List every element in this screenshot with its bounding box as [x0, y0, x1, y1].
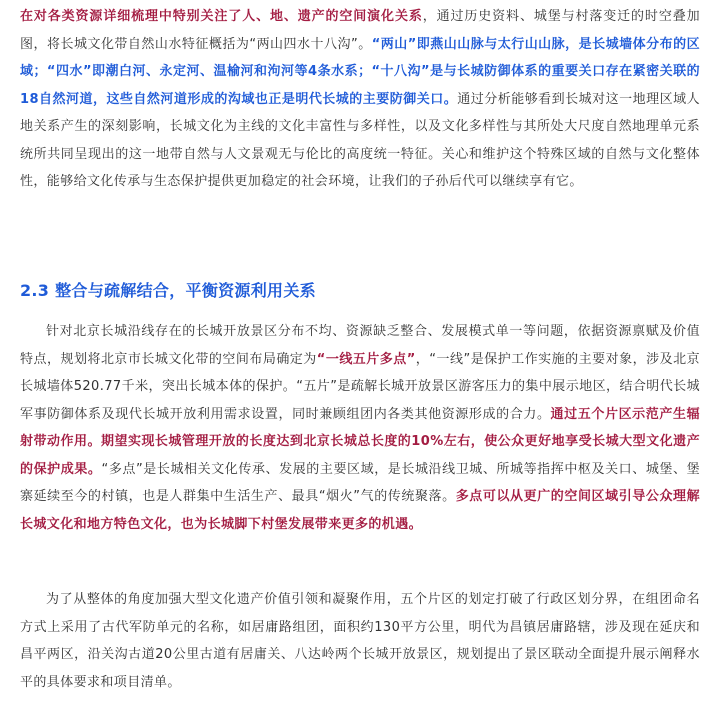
- planning-text-2: ，“一线”是保护工作实施的主要对象，涉及北京长城墙体520.77千米，突出长城本体的保护。“五片”是疏解长城开放景区游客压力的集中展示地区，结合明代长城军事防御体系及现代长城开放利用需求设置，同时兼顾组团内各类其他资源形成的合力。: [20, 351, 700, 422]
- intro-text-1: ，通过历史资料、城堡与村落变迁的时空叠加图，将长城文化带自然山水特征概括为“两山四水十八沟”。: [20, 9, 700, 52]
- intro-paragraph: [20, 3, 700, 196]
- intro-emphasis-red: 在对各类资源详细梳理中特别关注了人、地、遗产的空间演化关系: [20, 9, 423, 24]
- planning-emphasis-1: “一线五片多点”: [316, 351, 416, 367]
- cluster-paragraph: 为了从整体的角度加强大型文化遗产价值引领和凝聚作用，五个片区的划定打破了行政区划分界，在组团命名方式上采用了古代军防单元的名称，如居庸路组团，面积约130平方公里，明代为昌镇居庸路辖，涉及现在延庆和昌平两区，沿关沟古道20公里古道有居庸关、八达岭两个长城开放景区，规划提出了景区联动全面提升展示阐释水平的具体要求和项目清单。: [20, 592, 700, 690]
- planning-text-1: 针对北京长城沿线存在的长城开放景区分布不均、资源缺乏整合、发展模式单一等问题，依据资源禀赋及价值特点，规划将北京市长城文化带的空间布局确定为: [20, 324, 700, 367]
- planning-emphasis-2: 通过五个片区示范产生辐射带动作用。期望实现长城管理开放的长度达到北京长城总长度的10%左右，使公众更好地享受长城大型文化遗产的保护成果。: [20, 406, 700, 477]
- section-heading: 2.3 整合与疏解结合，平衡资源利用关系: [20, 281, 316, 300]
- planning-text-3: “多点”是长城相关文化传承、发展的主要区域，是长城沿线卫城、所城等指挥中枢及关口、城堡、堡寨延续至今的村镇，也是人群集中生活生产、最具“烟火”气的传统聚落。: [20, 461, 700, 504]
- planning-paragraph: [20, 318, 700, 538]
- intro-text-2: 通过分析能够看到长城对这一地理区域人地关系产生的深刻影响，长城文化为主线的文化丰富性与多样性，以及文化多样性与其所处大尺度自然地理单元系统所共同呈现出的这一地带自然与人文景观无与伦比的高度统一特征。关心和维护这个特殊区域的自然与文化整体性，能够给文化传承与生态保护提供更加稳定的社会环境，让我们的子孙后代可以继续享有它。: [20, 91, 700, 189]
- intro-emphasis-blue: “两山”即燕山山脉与太行山山脉，是长城墙体分布的区域；“四水”即潮白河、永定河、温榆河和泃河等4条水系；“十八沟”是与长城防御体系的重要关口存在紧密关联的18自然河道，这些自然河道形成的沟域也正是明代长城的主要防御关口。: [20, 36, 700, 107]
- planning-emphasis-3: 多点可以从更广的空间区域引导公众理解长城文化和地方特色文化，也为长城脚下村堡发展带来更多的机遇。: [20, 489, 701, 532]
